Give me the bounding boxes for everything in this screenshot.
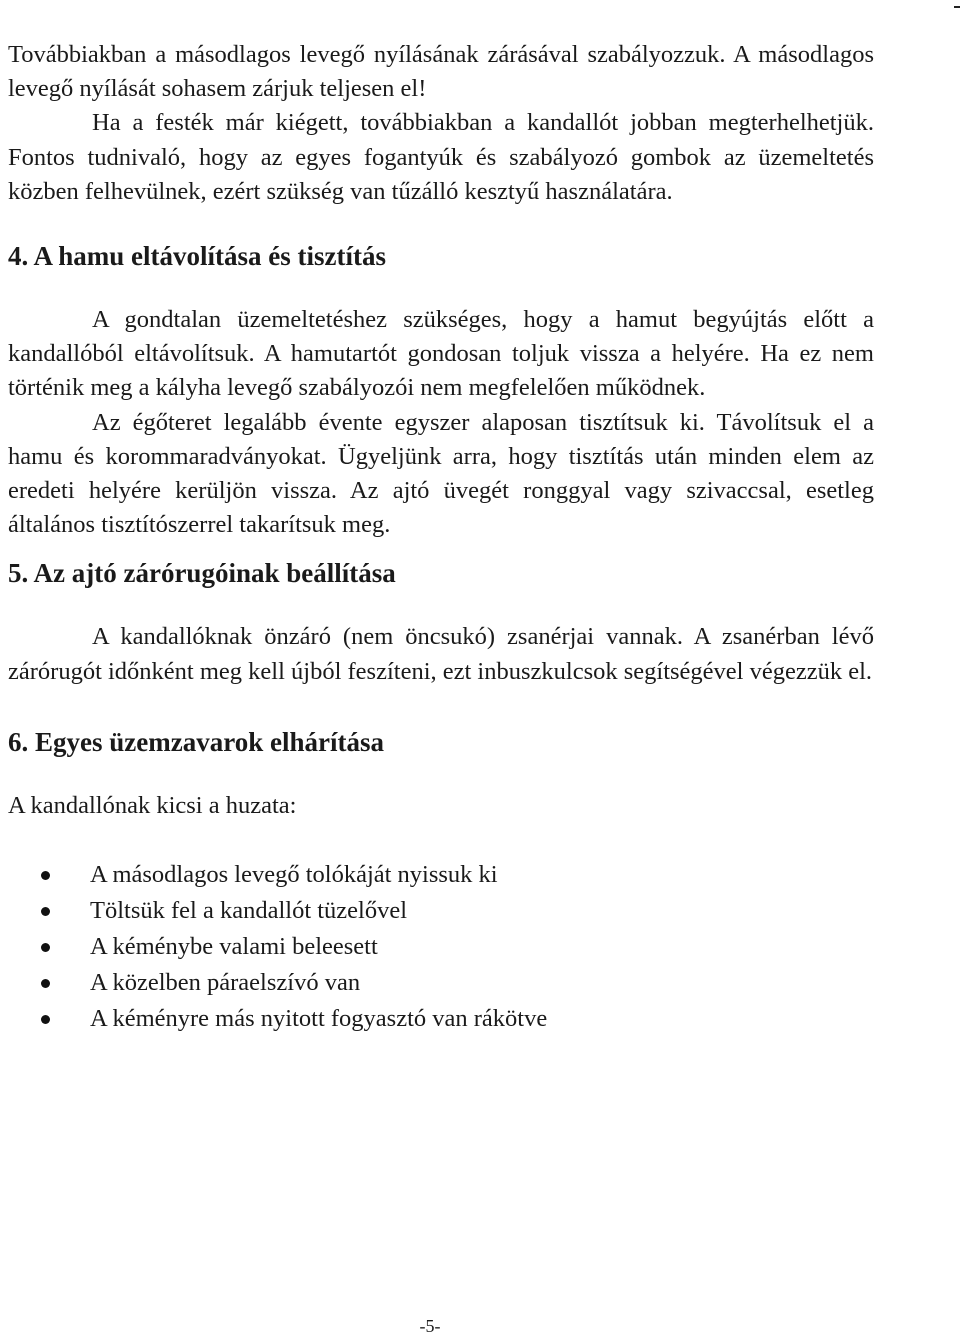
list-item-text: A kéményre más nyitott fogyasztó van rákötve [90, 1005, 548, 1033]
page-number: -5- [419, 1316, 441, 1336]
list-item [8, 929, 874, 965]
section-5-heading: 5. Az ajtó zárórugóinak beállítása [8, 558, 396, 589]
section-4-paragraph-1: A gondtalan üzemeltetéshez szükséges, hogy a hamut begyújtás előtt a kandallóból eltávolítsuk. A hamutartót gondosan toljuk vissza a helyére. Ha ez nem történik meg a kályha levegő szabályozói nem megfelelően működnek. [8, 306, 874, 402]
paragraph-secondary-air: Továbbiakban a másodlagos levegő nyílásának zárásával szabályozzuk. A másodlagos levegő nyílását sohasem zárjuk teljesen el! [8, 41, 874, 103]
paragraph-paint-burned: Ha a festék már kiégett, továbbiakban a kandallót jobban megterhelhetjük. Fontos tudnivaló, hogy az egyes fogantyúk és szabályozó gombok az üzemeltetés közben felhevülnek, ezért szükség van tűzálló kesztyű használatára. [8, 109, 874, 205]
list-item-text: A kéménybe valami beleesett [90, 933, 378, 961]
section-4-paragraph-2: Az égőteret legalább évente egyszer alaposan tisztítsuk ki. Távolítsuk el a hamu és korommaradványokat. Ügyeljünk arra, hogy tisztítás után minden elem az eredeti helyére kerüljön vissza. Az ajtó üvegét ronggyal vagy szivaccsal, esetleg általános tisztítószerrel takarítsuk meg. [8, 408, 874, 539]
list-item-text: Töltsük fel a kandallót tüzelővel [90, 897, 408, 925]
troubleshooting-list [8, 857, 874, 1037]
corner-mark [954, 6, 960, 8]
section-6-heading: 6. Egyes üzemzavarok elhárítása [8, 726, 384, 757]
document-page [8, 38, 874, 1037]
list-item [8, 1001, 874, 1037]
bullet-icon [41, 871, 50, 880]
bullet-icon [41, 1015, 50, 1024]
bullet-icon [41, 979, 50, 988]
section-4-heading: 4. A hamu eltávolítása és tisztítás [8, 241, 386, 272]
bullet-icon [41, 943, 50, 952]
list-item [8, 965, 874, 1001]
list-item [8, 893, 874, 929]
bullet-icon [41, 907, 50, 916]
section-5-paragraph: A kandallóknak önzáró (nem öncsukó) zsanérjai vannak. A zsanérban lévő zárórugót időnként meg kell újból feszíteni, ezt inbuszkulcsok segítségével végezzük el. [8, 623, 874, 685]
section-6-intro: A kandallónak kicsi a huzata: [8, 791, 297, 819]
list-item-text: A másodlagos levegő tolókáját nyissuk ki [90, 861, 498, 889]
list-item-text: A közelben páraelszívó van [90, 969, 361, 997]
list-item [8, 857, 874, 893]
